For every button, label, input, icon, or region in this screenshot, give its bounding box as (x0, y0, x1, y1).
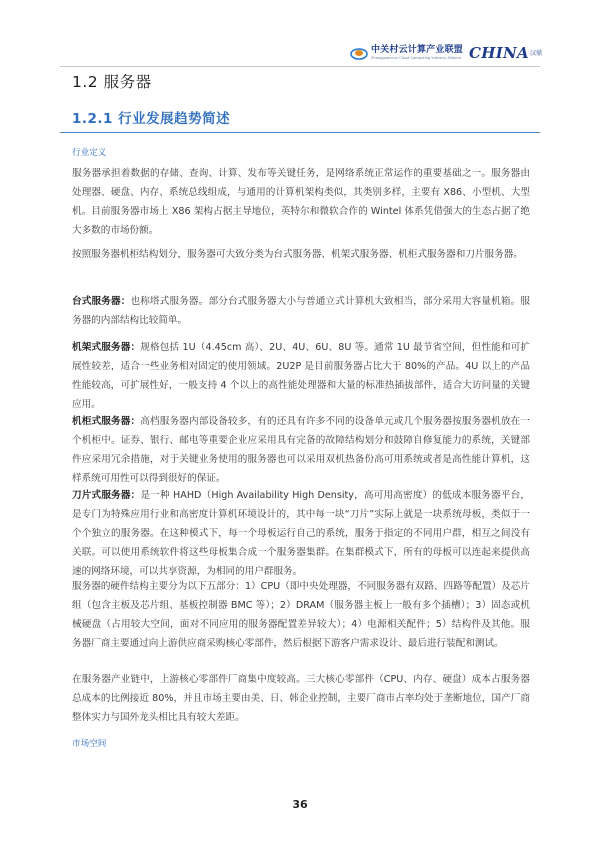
tower-server-lead: 台式服务器： (72, 296, 131, 307)
china-logo-mark: C (468, 44, 482, 62)
paragraph-hardware-structure: 服务器的硬件结构主要分为以下五部分：1）CPU（即中央处理器，不同服务器有双路、四路等配置）及芯片组（包含主板及芯片组、基板控制器 BMC 等）；2）DRAM（服务器主板上一般有多个插槽）；3）固态或机械硬盘（占用较大空间，面对不同应用的服务器配置差异较大）；4）电源相关配件；5）结构件及其他。服务器厂商主要通过向上游供应商采购核心零部件，然后根据下游客户需求设计、最后进行装配和测试。 (72, 581, 530, 649)
subsection-divider (60, 132, 540, 133)
rack-server-lead: 机架式服务器： (72, 342, 141, 353)
tower-server-text: 也称塔式服务器。部分台式服务器大小与普通立式计算机大致相当，部分采用大容量机箱。服务器的内部结构比较简单。 (72, 296, 531, 326)
page-number: 36 (292, 798, 308, 811)
china-handing-logo (469, 44, 542, 62)
rack-server-text: 规格包括 1U（4.45cm 高）、2U、4U、6U、8U 等。通常 1U 最节省空间，但性能和可扩展性较差，适合一些业务相对固定的使用领域。2U2P 是目前服务器占比大于 80%的产品。4U 以上的产品性能较高，可扩展性好，一般支持 4 个以上的高性能处理器和大量的标准热插拔部件，适合大访问量的关键应用。 (72, 342, 531, 410)
cabinet-server-lead: 机柜式服务器： (72, 416, 141, 427)
cabinet-server-text: 高档服务器内部设备较多，有的还具有许多不同的设备单元或几个服务器按服务器机放在一个机柜中。证券、银行、邮电等重要企业应采用具有完备的故障结构划分和鼓障自修复能力的系统，关键部件应采用冗余措施，对于关键业务使用的服务器也可以采用双机热备份高可用系统或者是高性能计算机，这样系统可用性可以得到很好的保证。 (72, 416, 531, 484)
section-title: 1.2 服务器 (72, 73, 152, 91)
industry-definition-heading: 行业定义 (72, 148, 107, 158)
china-logo-word: HINA (481, 44, 529, 62)
paragraph-rack-server (72, 338, 530, 414)
china-logo-sub: 汉鼎 (529, 49, 542, 57)
header-divider (60, 66, 540, 67)
paragraph-supply-chain: 在服务器产业链中，上游核心零部件厂商集中度较高。三大核心零部件（CPU、内存、硬盘）成本占服务器总成本的比例接近 80%，并且市场主要由美、日、韩企业控制，主要厂商市占率均处于垄断地位，国产厂商整体实力与国外龙头相比具有较大差距。 (72, 674, 530, 723)
zgc-logo-cn-text: 中关村云计算产业联盟 (370, 44, 463, 55)
blade-server-text: 是一种 HAHD（High Availability High Density，高可用高密度）的低成本服务器平台，是专门为特殊应用行业和高密度计算机环境设计的，其中每一块“刀片”实际上就是一块系统母板，类似于一个个独立的服务器。在这种模式下，每一个母板运行自己的系统，服务于指定的不同用户群，相互之间没有关联。可以使用系统软件将这些母板集合成一个服务器集群。在集群模式下，所有的母板可以连起来提供高速的网络环境，可以共享资源，为相同的用户群服务。 (72, 490, 530, 577)
paragraph-cabinet-server (72, 412, 530, 488)
paragraph-classification: 按照服务器机柜结构划分，服务器可大致分类为台式服务器、机架式服务器、机柜式服务器和刀片服务器。 (72, 249, 523, 260)
blade-server-lead: 刀片式服务器： (72, 490, 141, 501)
subsection-title: 1.2.1 行业发展趋势简述 (72, 111, 231, 127)
zgc-alliance-logo (350, 46, 463, 61)
paragraph-overview: 服务器承担着数据的存储、查询、计算、发布等关键任务，是网络系统正常运作的重要基础之一。服务器由处理器、硬盘、内存、系统总线组成，与通用的计算机架构类似，其类别多样，主要有 X86、小型机、大型机。目前服务器市场上 X86 架构占据主导地位，英特尔和微软合作的 Wintel 体系凭借强大的生态占据了绝大多数的市场份额。 (72, 168, 530, 236)
paragraph-blade-server (72, 486, 530, 581)
header-logos (350, 44, 542, 62)
market-space-heading: 市场空间 (72, 739, 107, 749)
paragraph-tower-server (72, 292, 530, 330)
zgc-logo-en-text: Zhongguancun Cloud Computing Industry Alliance (370, 55, 462, 60)
cloud-logo-icon (350, 46, 368, 60)
